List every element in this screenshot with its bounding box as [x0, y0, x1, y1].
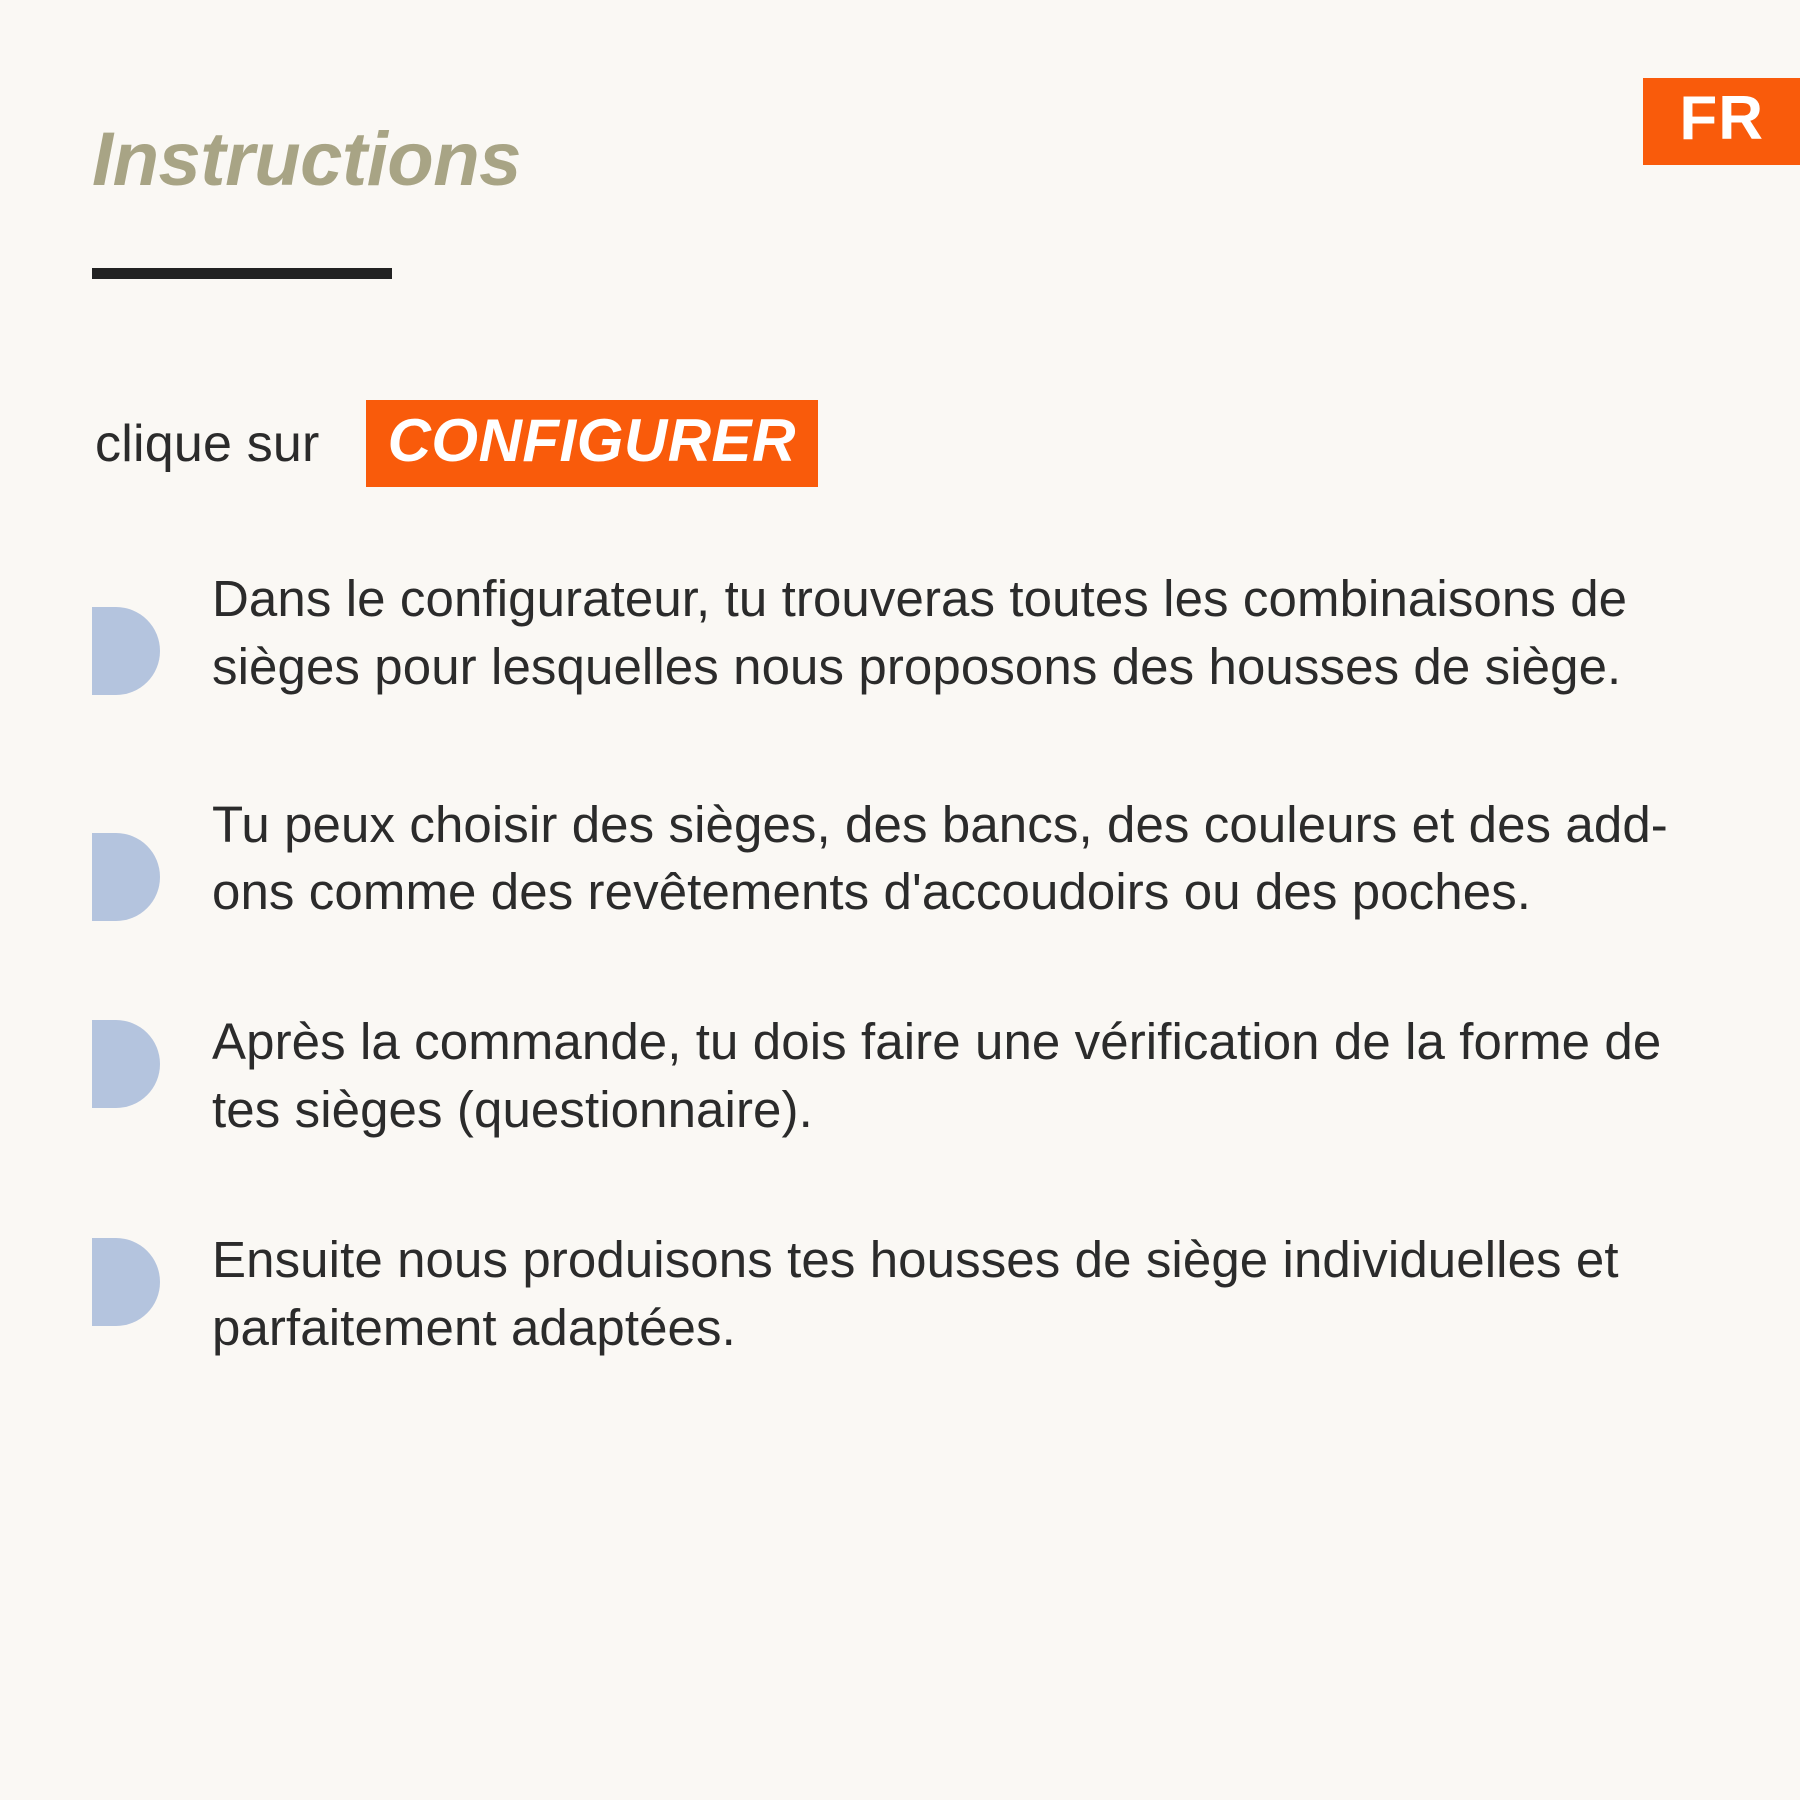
cta-prefix-text: clique sur [95, 414, 320, 473]
half-circle-bullet-icon [92, 607, 160, 695]
half-circle-bullet-icon [92, 1238, 160, 1326]
page-title: Instructions [92, 117, 521, 202]
language-badge[interactable]: FR [1643, 78, 1800, 165]
list-item-text: Après la commande, tu dois faire une vérification de la forme de tes sièges (questionnaire). [212, 1013, 1662, 1139]
half-circle-bullet-icon [92, 1020, 160, 1108]
list-item [92, 1008, 1732, 1144]
title-underline-divider [92, 268, 392, 279]
instruction-list [92, 565, 1732, 1362]
list-item-text: Dans le configurateur, tu trouveras toutes les combinaisons de sièges pour lesquelles nous proposons des housses de siège. [212, 570, 1628, 695]
cta-line [95, 400, 818, 487]
list-item [92, 565, 1732, 701]
list-item-text: Tu peux choisir des sièges, des bancs, des couleurs et des add-ons comme des revêtements d'accoudoirs ou des poches. [212, 795, 1668, 921]
list-item [92, 791, 1732, 927]
half-circle-bullet-icon [92, 833, 160, 921]
list-item [92, 1226, 1732, 1362]
list-item-text: Ensuite nous produisons tes housses de siège individuelles et parfaitement adaptées. [212, 1230, 1619, 1356]
configure-button[interactable]: CONFIGURER [366, 400, 818, 487]
